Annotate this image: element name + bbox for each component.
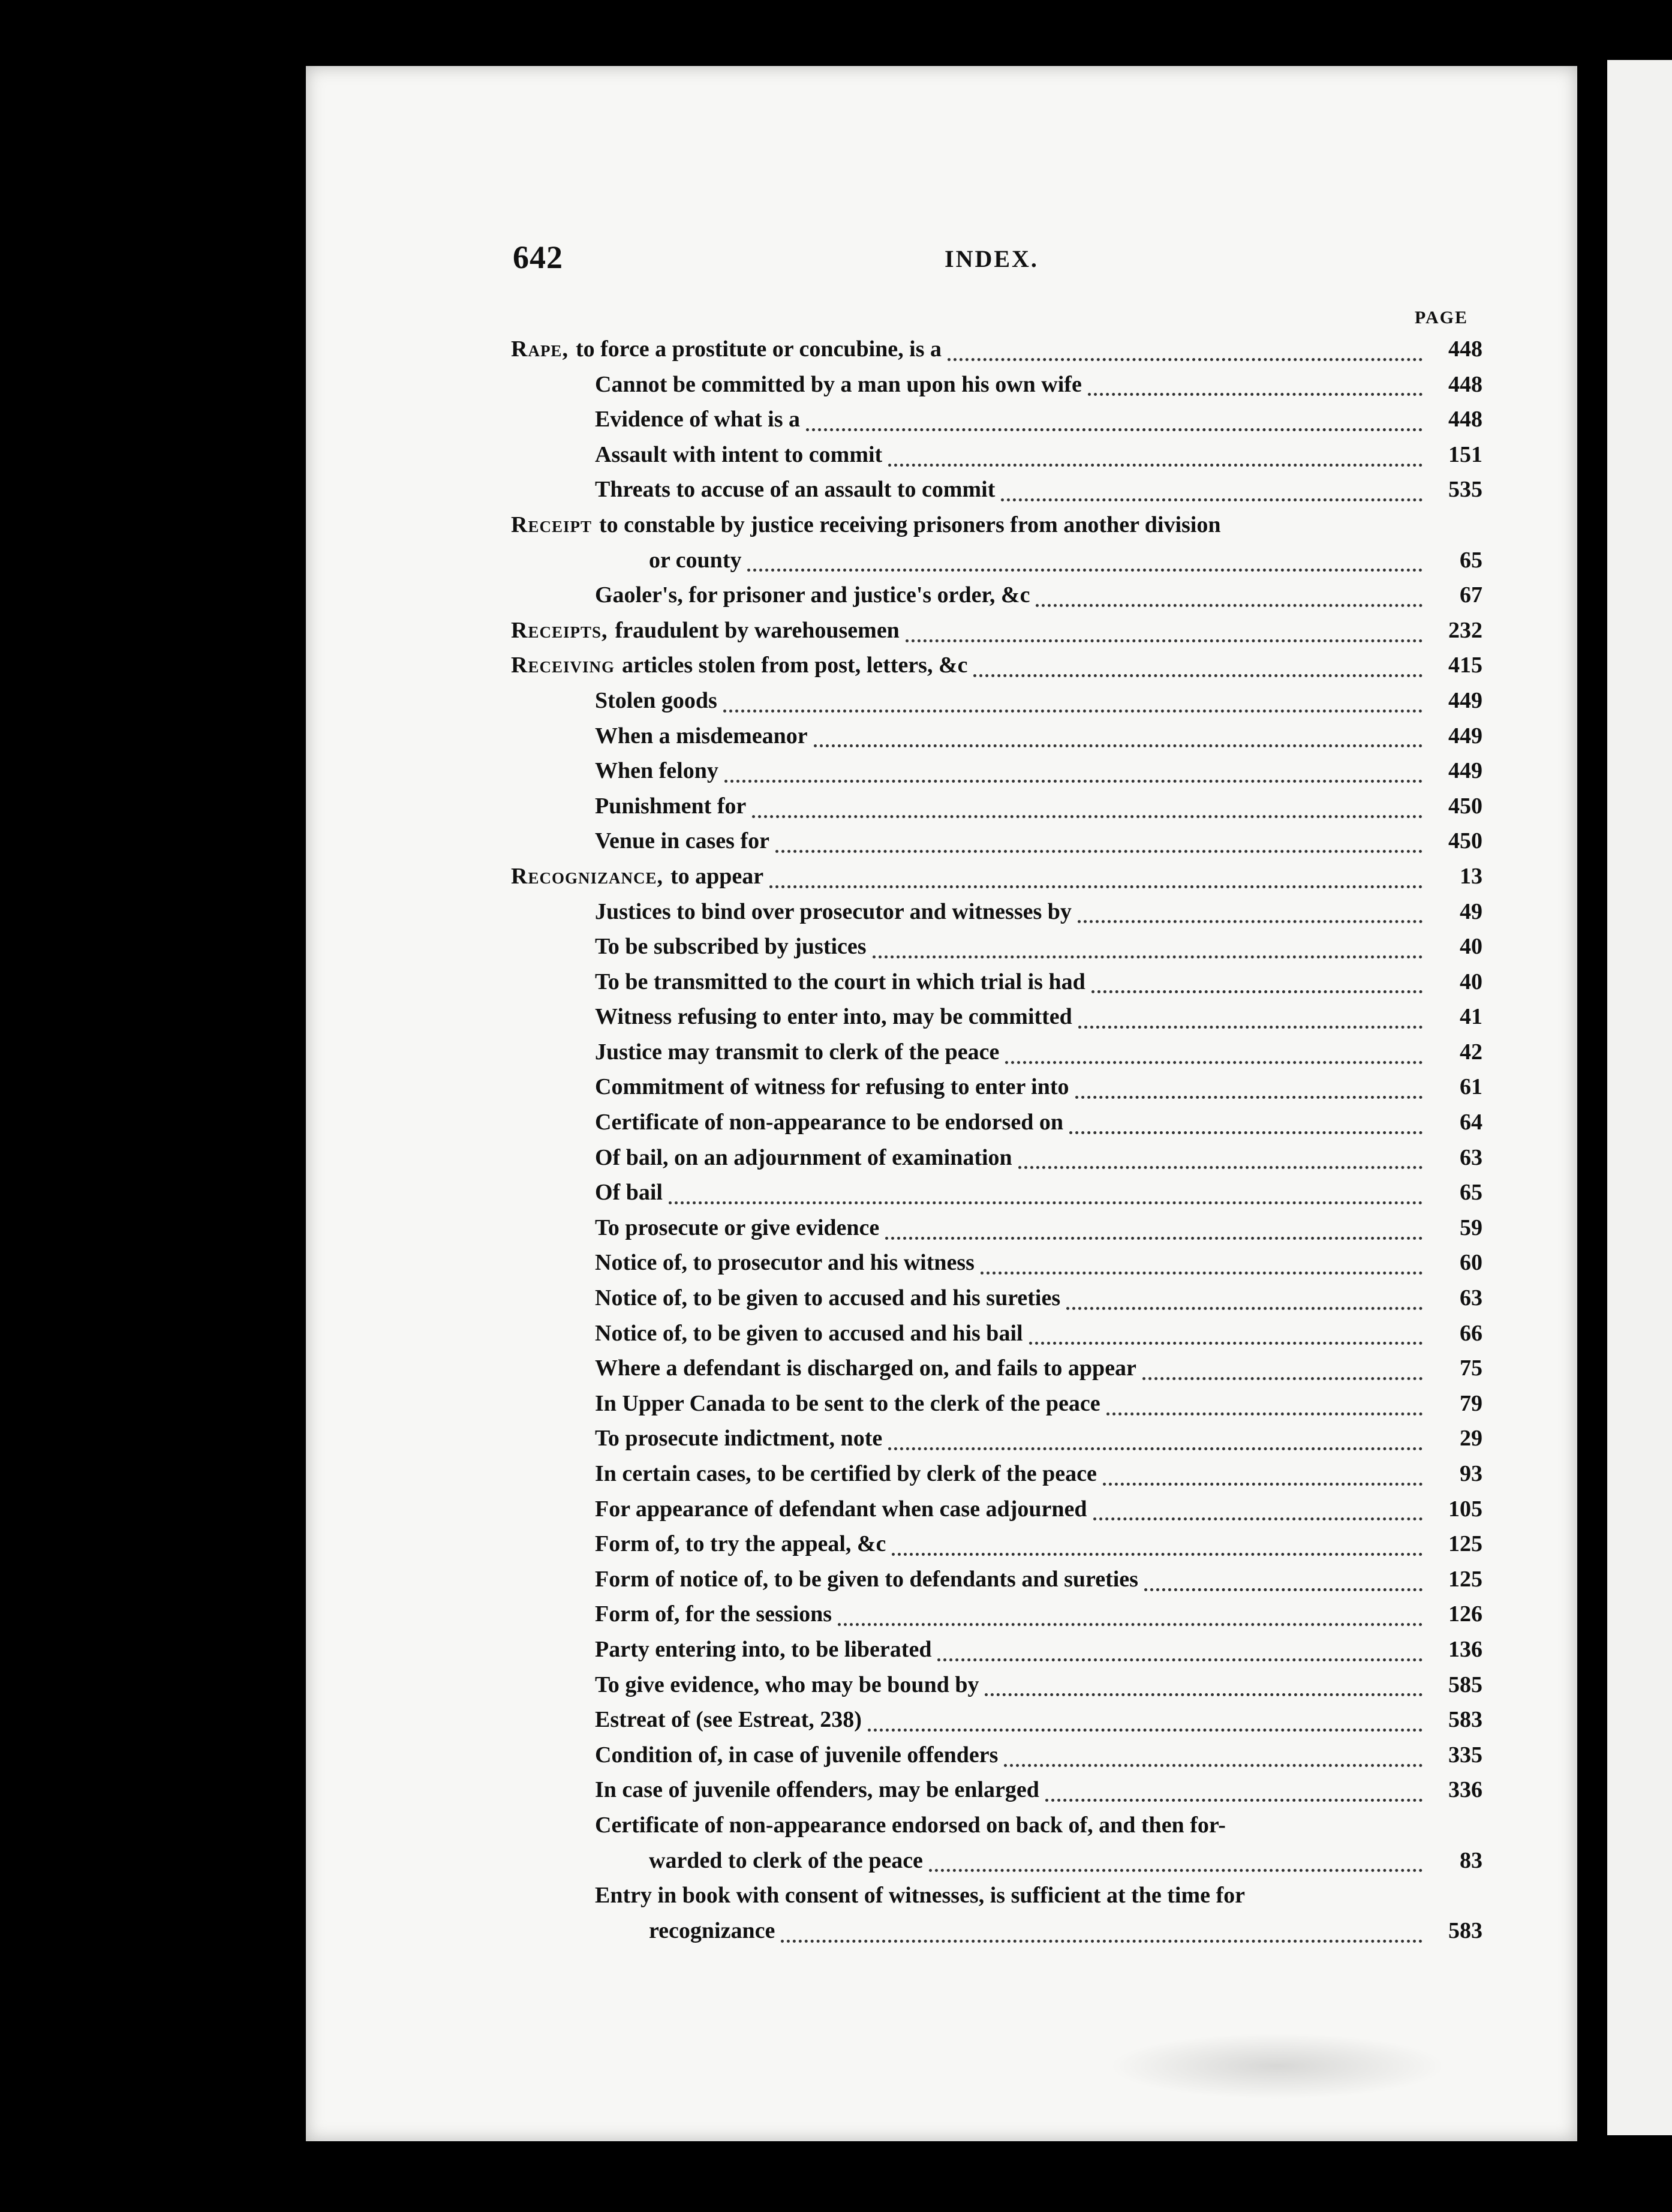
dot-leader <box>985 1693 1423 1696</box>
dot-leader <box>1144 1588 1423 1591</box>
dot-leader <box>892 1553 1423 1556</box>
index-entry <box>511 898 1482 934</box>
dot-leader <box>885 1237 1423 1240</box>
dot-leader <box>775 850 1423 853</box>
entry-page-number: 585 <box>1448 1672 1482 1697</box>
index-entries <box>511 336 1482 1952</box>
page-title: INDEX. <box>945 245 1039 272</box>
index-entry <box>511 1672 1482 1707</box>
entry-text: Cannot be committed by a man upon his own wife <box>595 371 1082 397</box>
entry-text: When a misdemeanor <box>595 723 808 749</box>
index-entry <box>511 1074 1482 1109</box>
entry-text: Certificate of non-appearance to be endorsed on <box>595 1110 1064 1135</box>
entry-page-number: 136 <box>1448 1636 1482 1662</box>
index-entry <box>511 863 1482 898</box>
entry-text: Form of notice of, to be given to defendants and sureties <box>595 1566 1138 1592</box>
dot-leader <box>937 1658 1423 1661</box>
entry-page-number: 449 <box>1448 687 1482 713</box>
entry-text: fraudulent by warehousemen <box>615 617 900 643</box>
entry-text: Justices to bind over prosecutor and witnesses by <box>595 898 1072 924</box>
entry-page-number: 583 <box>1448 1707 1482 1733</box>
dot-leader <box>1103 1483 1423 1486</box>
index-entry <box>511 1847 1482 1883</box>
index-entry <box>511 652 1482 687</box>
entry-heading: Recognizance, <box>511 863 663 889</box>
index-entry <box>511 1636 1482 1672</box>
entry-page-number: 535 <box>1448 477 1482 503</box>
dot-leader <box>1091 990 1423 993</box>
index-entry <box>511 687 1482 723</box>
entry-text: To be subscribed by justices <box>595 934 867 960</box>
index-entry <box>511 371 1482 407</box>
entry-text: Justice may transmit to clerk of the peace <box>595 1039 1000 1065</box>
entry-page-number: 61 <box>1460 1074 1482 1100</box>
entry-heading: Rape, <box>511 336 569 362</box>
dot-leader <box>873 955 1423 958</box>
entry-page-number: 583 <box>1448 1918 1482 1943</box>
entry-text: or county <box>649 547 742 573</box>
index-entry <box>511 758 1482 793</box>
entry-page-number: 64 <box>1460 1110 1482 1135</box>
entry-page-number: 63 <box>1460 1285 1482 1311</box>
index-entry <box>511 441 1482 477</box>
index-entry <box>511 1109 1482 1144</box>
entry-text: Entry in book with consent of witnesses, is sufficient at the time for <box>595 1883 1246 1909</box>
dot-leader <box>1142 1377 1423 1380</box>
index-entry <box>511 1742 1482 1777</box>
dot-leader <box>1093 1517 1423 1520</box>
entry-text: Party entering into, to be liberated <box>595 1636 932 1662</box>
dot-leader <box>1078 1026 1423 1029</box>
dot-leader <box>806 428 1423 431</box>
dot-leader <box>723 710 1423 713</box>
dot-leader <box>1029 1342 1423 1345</box>
page-column-label: PAGE <box>1414 308 1468 327</box>
dot-leader <box>1078 920 1423 923</box>
entry-text: In Upper Canada to be sent to the clerk of the peace <box>595 1390 1100 1416</box>
entry-page-number: 448 <box>1448 371 1482 397</box>
entry-heading: Receiving <box>511 653 615 678</box>
entry-page-number: 415 <box>1448 653 1482 678</box>
entry-text: Of bail, on an adjournment of examination <box>595 1144 1012 1170</box>
index-entry <box>511 1144 1482 1180</box>
entry-text: Condition of, in case of juvenile offenders <box>595 1742 999 1768</box>
dot-leader <box>1001 498 1423 501</box>
entry-page-number: 40 <box>1460 969 1482 994</box>
entry-text: Certificate of non-appearance endorsed on back of, and then for- <box>595 1812 1226 1838</box>
dot-leader <box>1106 1412 1423 1415</box>
dot-leader <box>888 1447 1423 1450</box>
dot-leader <box>1005 1061 1423 1064</box>
entry-page-number: 83 <box>1460 1847 1482 1873</box>
entry-page-number: 65 <box>1460 1180 1482 1206</box>
entry-text: Gaoler's, for prisoner and justice's order, &c <box>595 582 1030 608</box>
dot-leader <box>1018 1166 1423 1169</box>
index-entry <box>511 828 1482 863</box>
dot-leader <box>973 674 1423 677</box>
entry-text: to appear <box>670 863 764 889</box>
adjacent-page-edge <box>1607 60 1672 2135</box>
entry-page-number: 125 <box>1448 1531 1482 1557</box>
index-entry <box>511 793 1482 828</box>
dot-leader <box>906 639 1423 642</box>
paper-stain <box>1109 2033 1445 2099</box>
entry-text: Notice of, to be given to accused and his bail <box>595 1320 1023 1346</box>
dot-leader <box>781 1940 1423 1943</box>
entry-text: To give evidence, who may be bound by <box>595 1672 979 1697</box>
index-entry <box>511 969 1482 1004</box>
index-entry <box>511 1039 1482 1074</box>
entry-page-number: 232 <box>1448 617 1482 643</box>
index-entry <box>511 476 1482 512</box>
entry-page-number: 448 <box>1448 407 1482 432</box>
index-entry <box>511 1215 1482 1250</box>
entry-text: warded to clerk of the peace <box>649 1847 923 1873</box>
entry-text: Stolen goods <box>595 687 717 713</box>
entry-page-number: 151 <box>1448 441 1482 467</box>
index-entry <box>511 1179 1482 1215</box>
entry-text: Notice of, to prosecutor and his witness <box>595 1250 975 1276</box>
index-entry <box>511 1601 1482 1636</box>
dot-leader <box>1088 393 1423 396</box>
entry-text: Notice of, to be given to accused and his sureties <box>595 1285 1061 1311</box>
entry-text: When felony <box>595 758 718 784</box>
entry-page-number: 63 <box>1460 1144 1482 1170</box>
entry-page-number: 59 <box>1460 1215 1482 1240</box>
entry-page-number: 42 <box>1460 1039 1482 1065</box>
entry-page-number: 105 <box>1448 1496 1482 1522</box>
running-head <box>513 239 1448 281</box>
index-entry <box>511 1918 1482 1953</box>
index-entry <box>511 1003 1482 1039</box>
entry-text: recognizance <box>649 1918 775 1943</box>
dot-leader <box>1045 1799 1423 1802</box>
entry-text: Of bail <box>595 1180 663 1206</box>
entry-text: To prosecute indictment, note <box>595 1426 883 1451</box>
entry-page-number: 29 <box>1460 1426 1482 1451</box>
entry-page-number: 448 <box>1448 336 1482 362</box>
scan-border-left <box>0 0 300 2212</box>
index-entry <box>511 1531 1482 1566</box>
index-entry <box>511 336 1482 371</box>
entry-page-number: 60 <box>1460 1250 1482 1276</box>
index-entry <box>511 1285 1482 1320</box>
entry-text: To prosecute or give evidence <box>595 1215 880 1240</box>
dot-leader <box>1004 1764 1423 1767</box>
page-number: 642 <box>513 239 563 275</box>
dot-leader <box>948 358 1423 361</box>
index-entry <box>511 617 1482 653</box>
index-entry <box>511 1425 1482 1460</box>
entry-page-number: 75 <box>1460 1356 1482 1381</box>
index-entry <box>511 406 1482 441</box>
index-entry <box>511 723 1482 758</box>
index-entry <box>511 1812 1482 1847</box>
entry-text: To be transmitted to the court in which trial is had <box>595 969 1085 994</box>
entry-page-number: 126 <box>1448 1601 1482 1627</box>
entry-text: articles stolen from post, letters, &c <box>621 653 968 678</box>
entry-text: Estreat of (see Estreat, 238) <box>595 1707 862 1733</box>
entry-page-number: 125 <box>1448 1566 1482 1592</box>
entry-page-number: 450 <box>1448 828 1482 854</box>
entry-page-number: 40 <box>1460 934 1482 960</box>
entry-text: to constable by justice receiving prisoners from another division <box>599 512 1221 537</box>
entry-page-number: 79 <box>1460 1390 1482 1416</box>
page-gutter <box>1577 60 1607 2159</box>
dot-leader <box>747 569 1423 572</box>
entry-text: Form of, for the sessions <box>595 1601 832 1627</box>
entry-text: In certain cases, to be certified by clerk of the peace <box>595 1461 1097 1486</box>
dot-leader <box>1075 1096 1423 1099</box>
index-entry <box>511 933 1482 969</box>
entry-page-number: 93 <box>1460 1461 1482 1486</box>
entry-text: In case of juvenile offenders, may be enlarged <box>595 1777 1039 1803</box>
entry-page-number: 49 <box>1460 898 1482 924</box>
dot-leader <box>929 1869 1423 1872</box>
dot-leader <box>769 885 1423 888</box>
entry-page-number: 41 <box>1460 1004 1482 1030</box>
entry-heading: Receipts, <box>511 617 608 643</box>
entry-page-number: 66 <box>1460 1320 1482 1346</box>
entry-page-number: 449 <box>1448 758 1482 784</box>
dot-leader <box>1066 1307 1423 1310</box>
index-entry <box>511 1566 1482 1601</box>
entry-text: to force a prostitute or concubine, is a <box>575 336 942 362</box>
entry-text: Assault with intent to commit <box>595 441 883 467</box>
dot-leader <box>814 744 1423 747</box>
entry-text: Punishment for <box>595 793 747 819</box>
entry-text: Evidence of what is a <box>595 407 800 432</box>
entry-text: Where a defendant is discharged on, and fails to appear <box>595 1356 1136 1381</box>
entry-text: Venue in cases for <box>595 828 769 854</box>
index-entry <box>511 1460 1482 1496</box>
entry-page-number: 65 <box>1460 547 1482 573</box>
dot-leader <box>669 1201 1423 1204</box>
entry-page-number: 336 <box>1448 1777 1482 1803</box>
entry-text: For appearance of defendant when case adjourned <box>595 1496 1087 1522</box>
dot-leader <box>838 1623 1423 1626</box>
index-entry <box>511 1882 1482 1918</box>
entry-page-number: 13 <box>1460 863 1482 889</box>
entry-page-number: 67 <box>1460 582 1482 608</box>
dot-leader <box>752 815 1423 818</box>
index-entry <box>511 1355 1482 1390</box>
index-entry <box>511 582 1482 617</box>
index-entry <box>511 1496 1482 1531</box>
index-entry <box>511 512 1482 547</box>
dot-leader <box>1069 1131 1423 1134</box>
entry-text: Witness refusing to enter into, may be committed <box>595 1004 1072 1030</box>
index-entry <box>511 1706 1482 1742</box>
entry-page-number: 335 <box>1448 1742 1482 1768</box>
entry-page-number: 450 <box>1448 793 1482 819</box>
index-entry <box>511 1390 1482 1426</box>
entry-text: Commitment of witness for refusing to enter into <box>595 1074 1069 1100</box>
entry-text: Form of, to try the appeal, &c <box>595 1531 886 1557</box>
index-entry <box>511 1249 1482 1285</box>
dot-leader <box>868 1729 1423 1732</box>
dot-leader <box>724 780 1423 783</box>
dot-leader <box>1036 604 1423 607</box>
dot-leader <box>888 464 1423 467</box>
index-entry <box>511 547 1482 582</box>
entry-page-number: 449 <box>1448 723 1482 749</box>
entry-heading: Receipt <box>511 512 592 537</box>
dot-leader <box>981 1272 1423 1275</box>
index-entry <box>511 1777 1482 1812</box>
entry-text: Threats to accuse of an assault to commit <box>595 477 996 503</box>
index-entry <box>511 1320 1482 1356</box>
